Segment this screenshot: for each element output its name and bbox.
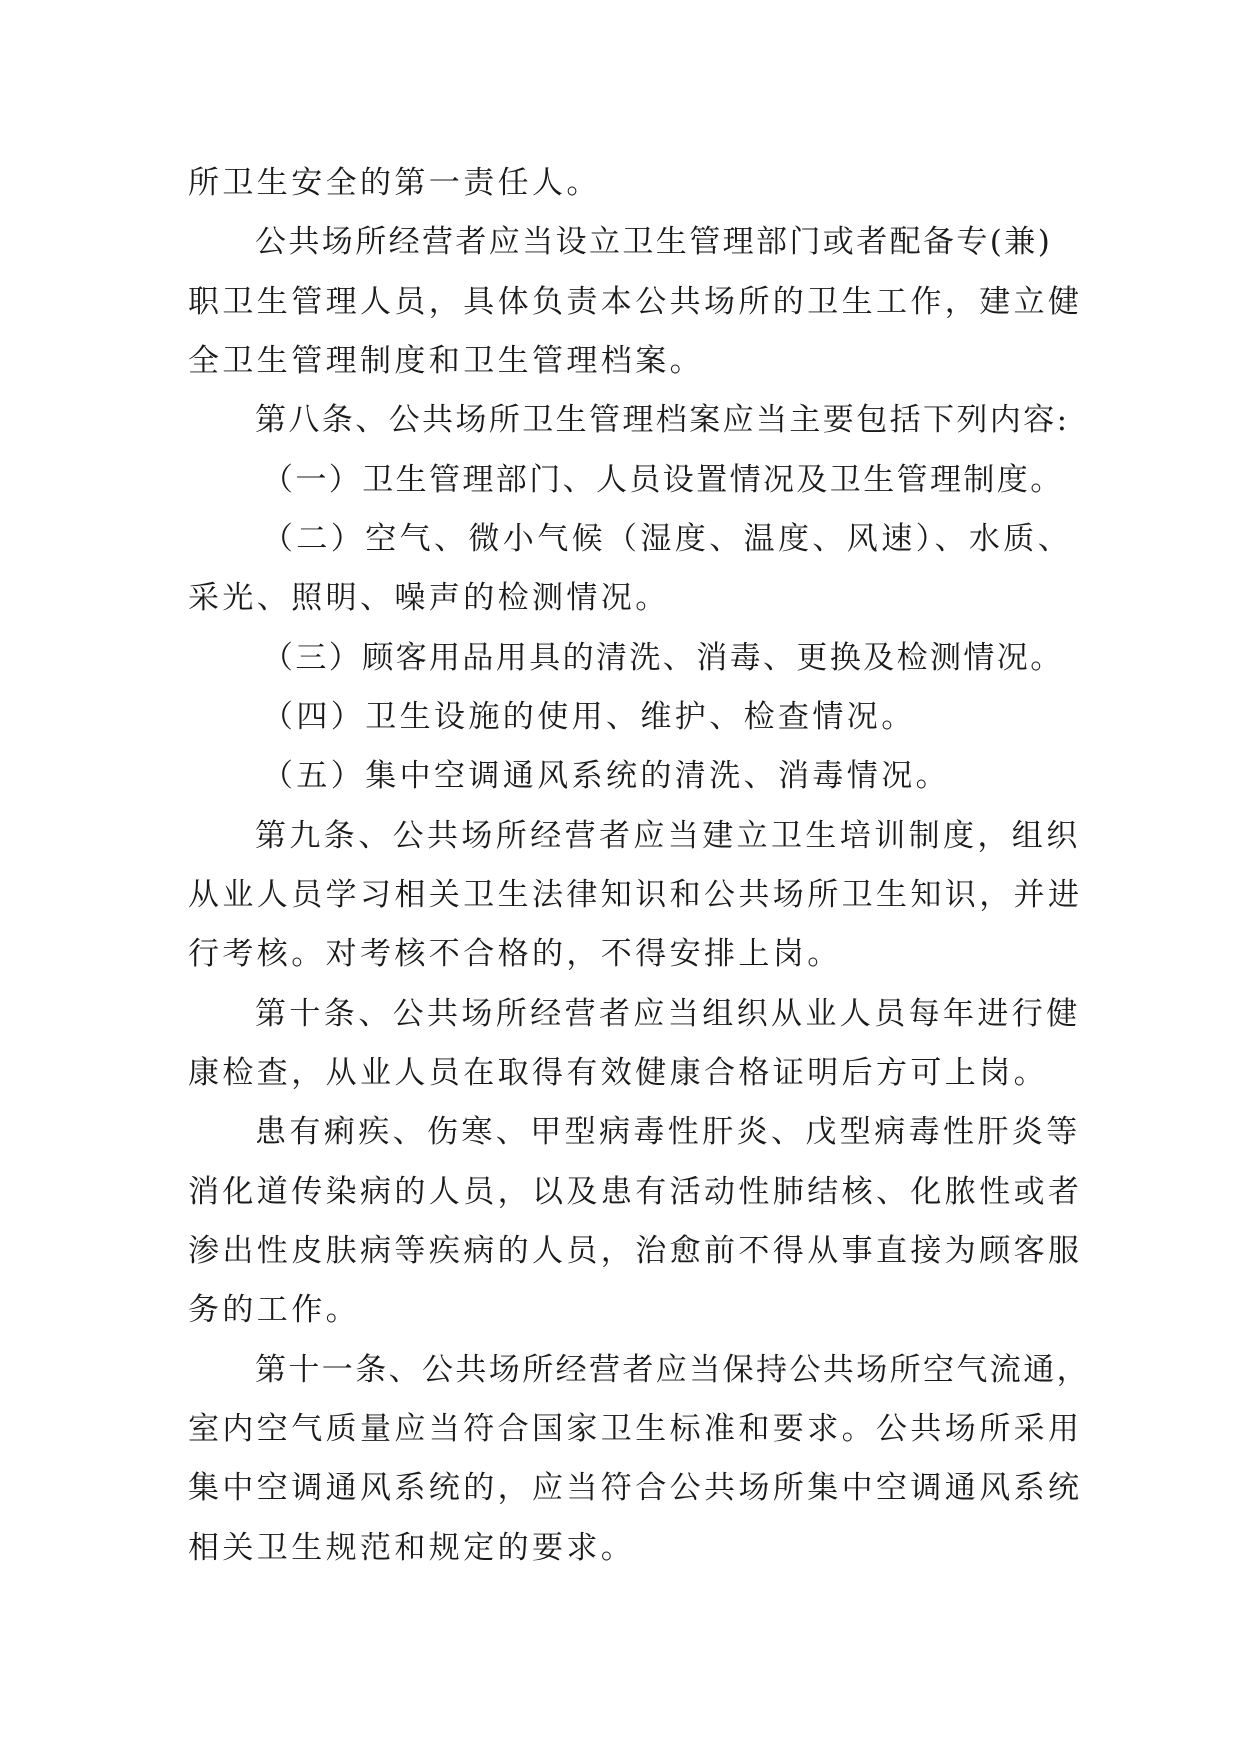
text-line-2: 公共场所经营者应当设立卫生管理部门或者配备专(兼) [255,224,1053,260]
text-line-1: 所卫生安全的第一责任人。 [188,165,601,201]
text-line-24: 相关卫生规范和规定的要求。 [188,1530,636,1566]
text-line-5: 第八条、公共场所卫生管理档案应当主要包括下列内容: [255,402,1070,438]
text-line-23: 集中空调通风系统的，应当符合公共场所集中空调通风系统 [188,1470,1083,1506]
text-line-18: 消化道传染病的人员，以及患有活动性肺结核、化脓性或者 [188,1174,1083,1210]
text-line-9: （三）顾客用品用具的清洗、消毒、更换及检测情况。 [262,640,1064,676]
text-line-12: 第九条、公共场所经营者应当建立卫生培训制度，组织 [255,818,1081,854]
text-line-19: 渗出性皮肤病等疾病的人员，治愈前不得从事直接为顾客服 [188,1233,1083,1269]
text-line-16: 康检查，从业人员在取得有效健康合格证明后方可上岗。 [188,1055,1048,1091]
text-line-10: （四）卫生设施的使用、维护、检查情况。 [262,699,916,735]
text-line-21: 第十一条、公共场所经营者应当保持公共场所空气流通， [255,1352,1090,1388]
text-line-14: 行考核。对考核不合格的，不得安排上岗。 [188,936,842,972]
text-line-3: 职卫生管理人员，具体负责本公共场所的卫生工作，建立健 [188,284,1083,320]
text-line-4: 全卫生管理制度和卫生管理档案。 [188,343,704,379]
text-line-13: 从业人员学习相关卫生法律知识和公共场所卫生知识，并进 [188,877,1083,913]
text-line-8: 采光、照明、噪声的检测情况。 [188,580,670,616]
text-line-7: （二）空气、微小气候（湿度、温度、风速）、水质、 [262,521,1073,557]
text-line-22: 室内空气质量应当符合国家卫生标准和要求。公共场所采用 [188,1411,1083,1447]
text-line-6: （一）卫生管理部门、人员设置情况及卫生管理制度。 [262,462,1064,498]
text-line-15: 第十条、公共场所经营者应当组织从业人员每年进行健 [255,996,1081,1032]
text-line-17: 患有痢疾、伤寒、甲型病毒性肝炎、戊型病毒性肝炎等 [255,1114,1081,1150]
text-line-20: 务的工作。 [188,1292,360,1328]
text-line-11: （五）集中空调通风系统的清洗、消毒情况。 [262,758,950,794]
